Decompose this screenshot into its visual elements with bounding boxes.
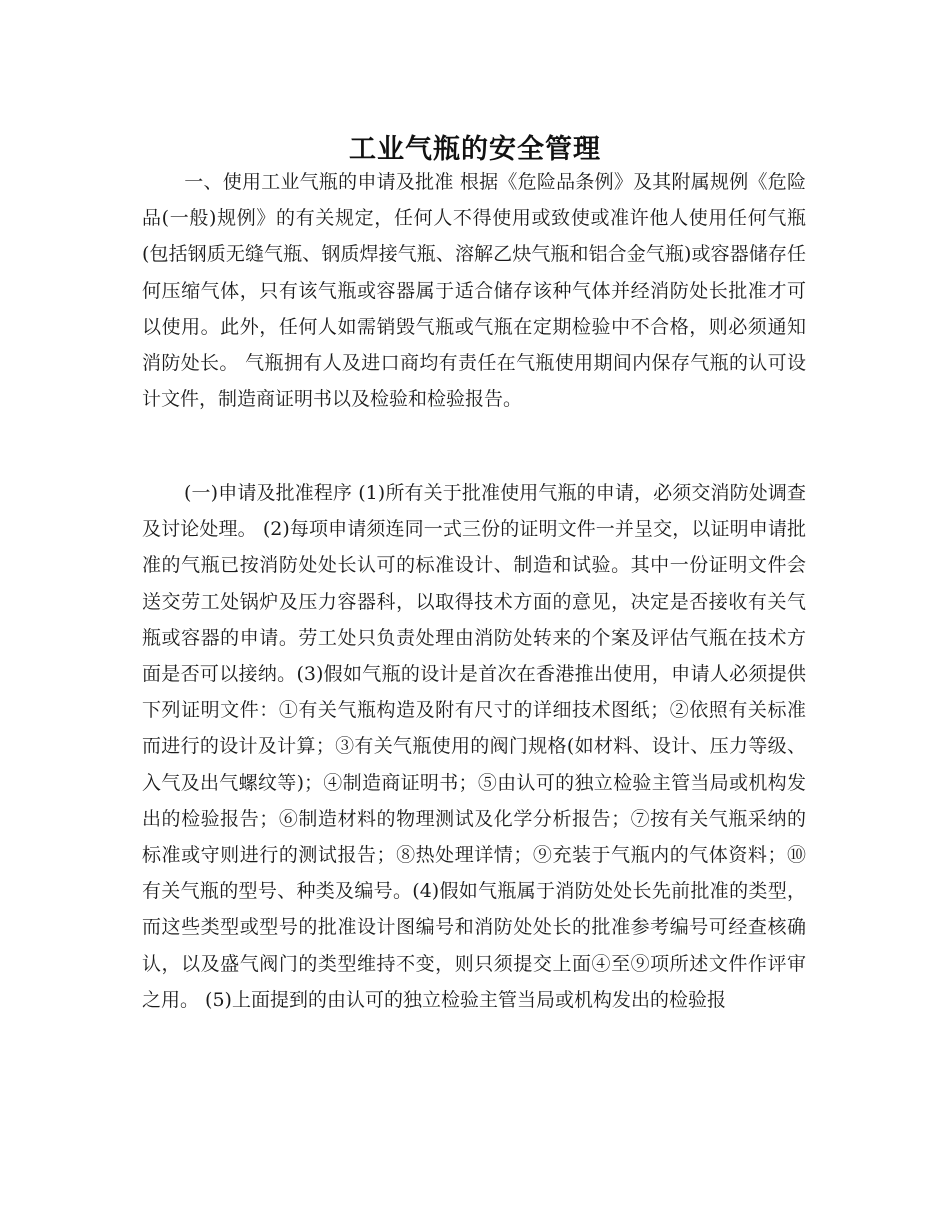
paragraph-1 [142,164,806,417]
paragraph-1-text: 一、使用工业气瓶的申请及批准 根据《危险品条例》及其附属规例《危险品(一般)规例》的有关规定，任何人不得使用或致使或准许他人使用任何气瓶(包括钢质无缝气瓶、钢质焊接气瓶、溶解乙炔气瓶和铝合金气瓶)或容器储存任何压缩气体，只有该气瓶或容器属于适合储存该种气体并经消防处长批准才可以使用。此外，任何人如需销毁气瓶或气瓶在定期检验中不合格，则必须通知消防处长。 气瓶拥有人及进口商均有责任在气瓶使用期间内保存气瓶的认可设计文件，制造商证明书以及检验和检验报告。 [142,171,806,411]
paragraph-2 [142,475,806,1018]
document-title: 工业气瓶的安全管理 [349,134,601,166]
paragraph-2-text: (一)申请及批准程序 (1)所有关于批准使用气瓶的申请，必须交消防处调查及讨论处理。 (2)每项申请须连同一式三份的证明文件一并呈交，以证明申请批准的气瓶已按消防处处长认可的标准设计、制造和试验。其中一份证明文件会送交劳工处锅炉及压力容器科，以取得技术方面的意见，决定是否接收有关气瓶或容器的申请。劳工处只负责处理由消防处转来的个案及评估气瓶在技术方面是否可以接纳。(3)假如气瓶的设计是首次在香港推出使用，申请人必须提供下列证明文件：①有关气瓶构造及附有尺寸的详细技术图纸；②依照有关标准而进行的设计及计算；③有关气瓶使用的阀门规格(如材料、设计、压力等级、入气及出气螺纹等)；④制造商证明书；⑤由认可的独立检验主管当局或机构发出的检验报告；⑥制造材料的物理测试及化学分析报告；⑦按有关气瓶采纳的标准或守则进行的测试报告；⑧热处理详情；⑨充装于气瓶内的气体资料；⑩有关气瓶的型号、种类及编号。(4)假如气瓶属于消防处处长先前批准的类型，而这些类型或型号的批准设计图编号和消防处处长的批准参考编号可经查核确认，以及盛气阀门的类型维持不变，则只须提交上面④至⑨项所述文件作评审之用。 (5)上面提到的由认可的独立检验主管当局或机构发出的检验报 [142,482,806,1011]
